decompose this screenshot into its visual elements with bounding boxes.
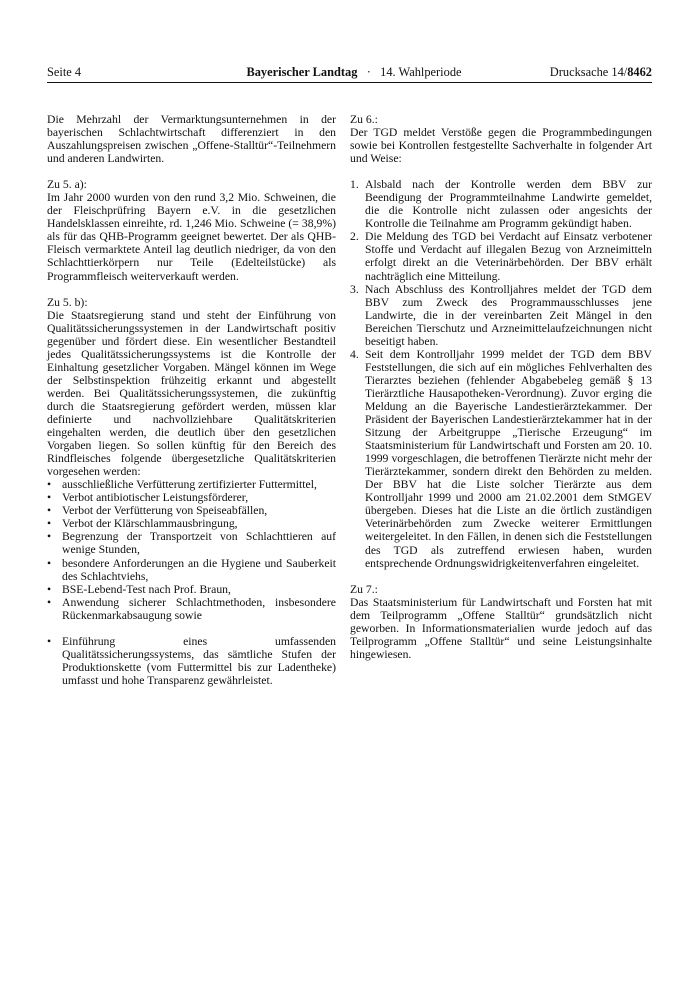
item-number: 1.	[350, 178, 359, 192]
bullet-mark: •	[47, 530, 52, 544]
list-item: • BSE-Lebend-Test nach Prof. Braun,	[47, 582, 231, 596]
parliament-name: Bayerischer Landtag	[246, 65, 358, 79]
list-item: • Einführung eines umfassenden Qualitätssicherungssystems, das sämtliche Stufen der Produktionskette (vom Futtermittel bis zur Ladentheke) umfasst und hohe Transparenz gewährleistet.	[47, 634, 336, 687]
item-number: 2.	[350, 230, 359, 244]
list-item: 3. Nach Abschluss des Kontrolljahres meldet der TGD dem BBV zum Zweck des Programmausschlusses jene Landwirte, die in der vereinbarten Zeit Mängel in den Bereichen Tierschutz und Arzneimittelaufzeichnungen nicht beseitigt haben.	[350, 282, 652, 348]
bullet-mark: •	[47, 556, 52, 570]
list-item: 1. Alsbald nach der Kontrolle werden dem BBV zur Beendigung der Programmteilnahme Landwirte gemeldet, die die Kontrolle nicht zulassen oder angesichts der Kontrolle die Teilnahme am Programm gekündigt haben.	[350, 178, 652, 231]
zu5a-paragraph: Im Jahr 2000 wurden von den rund 3,2 Mio. Schweinen, die der Fleischprüfring Bayern e.V. in die gesetzlichen Handelsklassen einreihte, rd. 1,246 Mio. Schweine (= 38,9%) als für das QHB-Programm geeignet bewertet. Der als QHB-Fleisch vermarktete Anteil lag deutlich niedriger, da von den Schlachttierkörpern nur Teile (Edelteilstücke) als Programmfleisch weiterverkauft werden.	[47, 191, 336, 283]
left-column	[47, 113, 336, 687]
list-item: 4. Seit dem Kontrolljahr 1999 meldet der TGD dem BBV Feststellungen, die sich auf ein mögliches Fehlverhalten des Tierarztes beziehen (fehlender Abgabebeleg gemäß § 13 Tierärztliche Hausapotheken-Verordnung). Zuvor erging die Meldung an die Bayerische Landestierärztekammer. Der Präsident der Bayerischen Landestierärztekammer hat in der Sitzung der Arbeitgruppe „Tierische Erzeugung“ im Staatsministerium für Landwirtschaft und Forsten am 20. 10. 1999 vorgeschlagen, die betroffenen Tierärzte nicht mehr der Tierärztekammer, sondern direkt den Behörden zu melden. Der BBV hat die Liste solcher Tierärzte aus dem Kontrolljahr 1999 und 2000 am 21.02.2001 dem StMGEV übergeben. Dieses hat die Liste an die örtlich zuständigen Veterinärbehörden zum Zwecke weiterer Ermittlungen weitergeleitet. In den Fällen, in denen sich die Feststellungen des TGD als zutreffend erwiesen haben, wurden entsprechende Ordnungswidrigkeitenverfahren eingeleitet.	[350, 347, 652, 570]
criteria-list	[47, 478, 336, 622]
bullet-mark: •	[47, 478, 52, 492]
intro-paragraph: Die Mehrzahl der Vermarktungsunternehmen in der bayerischen Schlachtwirtschaft differenziert in den Auszahlungspreisen zwischen „Offene-Stalltür“-Teilnehmern und anderen Landwirten.	[47, 113, 336, 166]
page-header	[47, 64, 652, 80]
page-number: Seite 4	[47, 65, 82, 79]
item-number: 4.	[350, 347, 359, 361]
right-column	[350, 113, 652, 661]
list-item: • Verbot der Verfütterung von Speiseabfällen,	[47, 504, 268, 518]
final-criteria-list	[47, 635, 336, 687]
item-number: 3.	[350, 282, 359, 296]
header-center	[204, 64, 504, 80]
list-item: • besondere Anforderungen an die Hygiene und Sauberkeit des Schlachtviehs,	[47, 556, 336, 583]
doc-prefix: Drucksache 14/	[549, 65, 628, 79]
report-procedure-list	[350, 178, 652, 569]
zu6-heading: Zu 6.:	[350, 113, 378, 126]
header-separator: ·	[366, 65, 371, 79]
zu5b-heading: Zu 5. b):	[47, 295, 88, 309]
header-rule	[47, 82, 652, 83]
bullet-mark: •	[47, 491, 52, 505]
zu5a-heading: Zu 5. a):	[47, 178, 87, 192]
bullet-mark: •	[47, 634, 52, 648]
list-item: • Anwendung sicherer Schlachtmethoden, insbesondere Rückenmarkabsaugung sowie	[47, 595, 336, 622]
bullet-mark: •	[47, 582, 52, 596]
legislative-period: 14. Wahlperiode	[380, 65, 462, 79]
list-item: • ausschließliche Verfütterung zertifizierter Futtermittel,	[47, 478, 317, 492]
bullet-mark: •	[47, 595, 52, 609]
list-item: 2. Die Meldung des TGD bei Verdacht auf Einsatz verbotener Stoffe und Verdacht auf illegalen Bezug von Arzneimitteln erfolgt direkt an die Veterinärbehörden. Der BBV erhält nachträglich eine Mitteilung.	[350, 230, 652, 283]
list-item: • Begrenzung der Transportzeit von Schlachttieren auf wenige Stunden,	[47, 530, 336, 557]
bullet-mark: •	[47, 504, 52, 518]
list-item: • Verbot antibiotischer Leistungsförderer,	[47, 491, 249, 505]
list-item: • Verbot der Klärschlammausbringung,	[47, 517, 238, 531]
zu6-intro: Der TGD meldet Verstöße gegen die Programmbedingungen sowie bei Kontrollen festgestellte Sachverhalte in folgender Art und Weise:	[350, 126, 652, 166]
document-number	[550, 64, 652, 80]
zu5b-paragraph: Die Staatsregierung stand und steht der Einführung von Qualitätssicherungssystemen in der Landwirtschaft positiv gegenüber und fördert diese. Ein wesentlicher Bestandteil jedes Qualitätssicherungssystems ist die Kontrolle der Einhaltung gesetzlicher Vorgaben. Mängel können im Wege der Selbstinspektion frühzeitig erkannt und abgestellt werden. Bei Qualitätssicherungssystemen, die zukünftig durch die Staatsregierung gefördert werden, müssen klar definierte und nachvollziehbare Qualitätskriterien eingehalten werden, die deutlich über den gesetzlichen Vorgaben liegen. So sollen künftig für den Bereich des Rindfleisches folgende übergesetzliche Qualitätskriterien vorgesehen werden:	[47, 308, 336, 479]
zu7-paragraph: Das Staatsministerium für Landwirtschaft und Forsten hat mit dem Teilprogramm „Offene Stalltür“ grundsätzlich nicht geworben. In Informationsmaterialien wurde jedoch auf das Teilprogramm „Offene Stalltür“ und seine Leistungsinhalte hingewiesen.	[350, 595, 652, 661]
bullet-mark: •	[47, 517, 52, 531]
doc-number: 8462	[627, 65, 652, 79]
zu7-heading: Zu 7.:	[350, 582, 378, 596]
